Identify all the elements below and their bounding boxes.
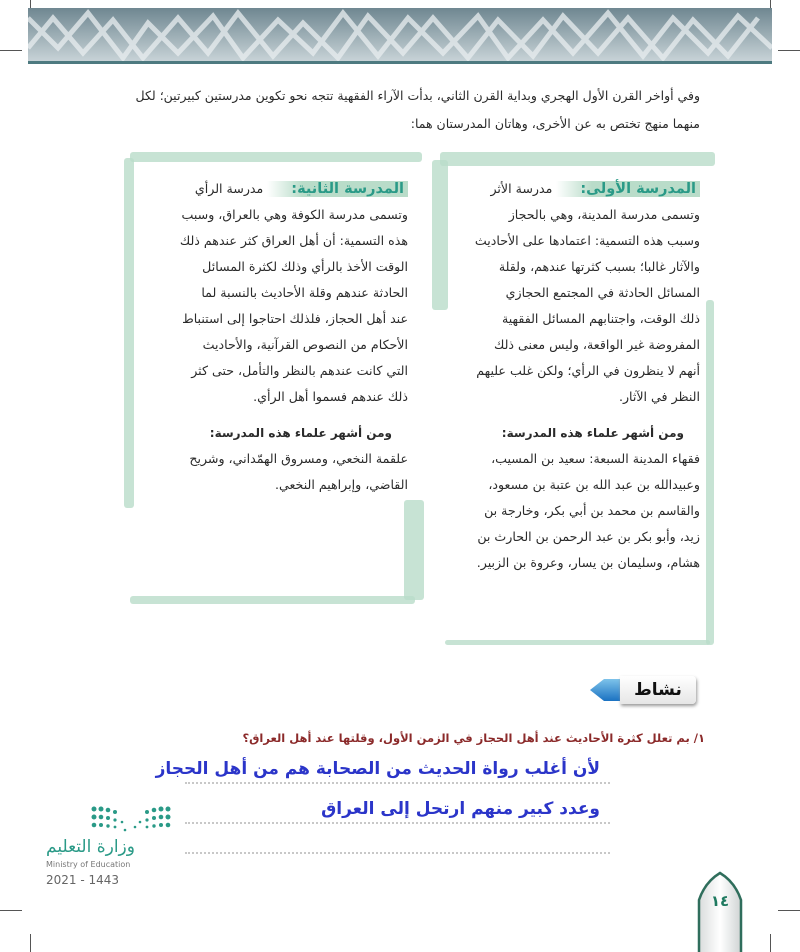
answer-line[interactable] (185, 796, 610, 824)
crop-mark (770, 0, 771, 8)
crop-mark (778, 50, 800, 51)
logo-english-text: Ministry of Education (46, 860, 131, 869)
logo-year: 2021 - 1443 (46, 873, 120, 887)
text-line: أنهم لا ينظرون في الرأي؛ ولكن غلب عليهم (476, 363, 700, 378)
text-line: الحادثة عندهم وقلة الأحاديث بالنسبة لما (201, 285, 408, 300)
school2-subtitle: مدرسة الرأي (194, 181, 264, 196)
school1-title: المدرسة الأولى: (556, 181, 700, 197)
school1-scholars-heading: ومن أشهر علماء هذه المدرسة: (501, 426, 684, 440)
text-line: هشام، وسليمان بن يسار، وعروة بن الزبير. (476, 555, 700, 570)
activity-tab (588, 676, 702, 706)
text-line: النظر في الآثار. (618, 389, 700, 404)
text-line: وتسمى مدرسة المدينة، وهي بالحجاز (508, 207, 700, 222)
text-line: زيد، وأبو بكر بن عبد الرحمن بن الحارث بن (477, 529, 700, 544)
text-line: ذلك الوقت، واجتنابهم المسائل الفقهية (501, 311, 700, 326)
header-rule (28, 61, 772, 64)
school1-column (450, 176, 700, 576)
answer-text: لأن أغلب رواة الحديث من الصحابة هم من أهل الحجاز (155, 759, 600, 779)
school2-scholars-heading: ومن أشهر علماء هذه المدرسة: (209, 426, 392, 440)
logo-arabic-text: وزارة التعليم (46, 837, 135, 857)
intro-paragraph (100, 82, 700, 138)
crop-mark (30, 934, 31, 952)
crop-mark (770, 934, 771, 952)
answer-line[interactable] (185, 826, 610, 854)
answer-line[interactable] (155, 756, 610, 784)
school1-subtitle: مدرسة الأثر (490, 181, 553, 196)
geometric-pattern-icon (28, 8, 772, 62)
text-line: وسبب هذه التسمية: اعتمادها على الأحاديث (474, 233, 700, 248)
crop-mark (0, 910, 22, 911)
text-line: والقاسم بن محمد بن أبي بكر، وخارجة بن (484, 503, 700, 518)
text-line: القاضي، وإبراهيم النخعي. (274, 477, 408, 492)
school2-heading (138, 176, 408, 202)
text-line: المسائل الحادثة في المجتمع الحجازي (505, 285, 700, 300)
text-line: عند أهل الحجاز، فلذلك احتاجوا إلى استنباط (182, 311, 408, 326)
text-line: فقهاء المدينة السبعة: سعيد بن المسيب، (491, 451, 700, 466)
text-line: المفروضة غير الواقعة، وليس معنى ذلك (493, 337, 700, 352)
text-line: الأحكام من النصوص القرآنية، والأحاديث (202, 337, 408, 352)
text-line: وعبيدالله بن عبد الله بن عتبة بن مسعود، (488, 477, 700, 492)
text-line: هذه التسمية: أن أهل العراق كثر عندهم ذلك (179, 233, 408, 248)
text-line: التي كانت عندهم بالنظر والتأمل، حتى كثر (191, 363, 408, 378)
arch-icon (697, 870, 743, 952)
text-line: ذلك عندهم فسموا أهل الرأي. (253, 389, 408, 404)
text-line: الوقت الأخذ بالرأي وذلك لكثرة المسائل (202, 259, 408, 274)
text-line: وتسمى مدرسة الكوفة وهي بالعراق، وسبب (181, 207, 408, 222)
activity-question: ١/ بم تعلل كثرة الأحاديث عند أهل الحجاز في الزمن الأول، وقلتها عند أهل العراق؟ (242, 731, 705, 745)
answer-text: وعدد كبير منهم ارتحل إلى العراق (321, 799, 600, 819)
school2-column (138, 176, 408, 498)
intro-line: منهما منهج تختص به عن الأخرى، وهاتان المدرستان هما: (410, 116, 700, 131)
intro-line: وفي أواخر القرن الأول الهجري وبداية القرن الثاني، بدأت الآراء الفقهية تتجه نحو تكوين مدرستين كبيرتين؛ لكل (135, 88, 700, 103)
page-number: ١٤ (710, 892, 730, 910)
school1-heading (450, 176, 700, 202)
activity-label: نشاط (620, 676, 696, 704)
logo-dots-icon (90, 805, 180, 835)
text-line: والآثار غالبا؛ بسبب كثرتها عندهم، ولقلة (498, 259, 700, 274)
page-number-badge (697, 870, 743, 952)
crop-mark (0, 50, 22, 51)
crop-mark (778, 910, 800, 911)
header-ornament-band (28, 8, 772, 62)
ministry-logo (40, 800, 190, 892)
text-line: علقمة النخعي، ومسروق الهمّداني، وشريح (189, 451, 408, 466)
crop-mark (30, 0, 31, 8)
school2-title: المدرسة الثانية: (267, 181, 408, 197)
